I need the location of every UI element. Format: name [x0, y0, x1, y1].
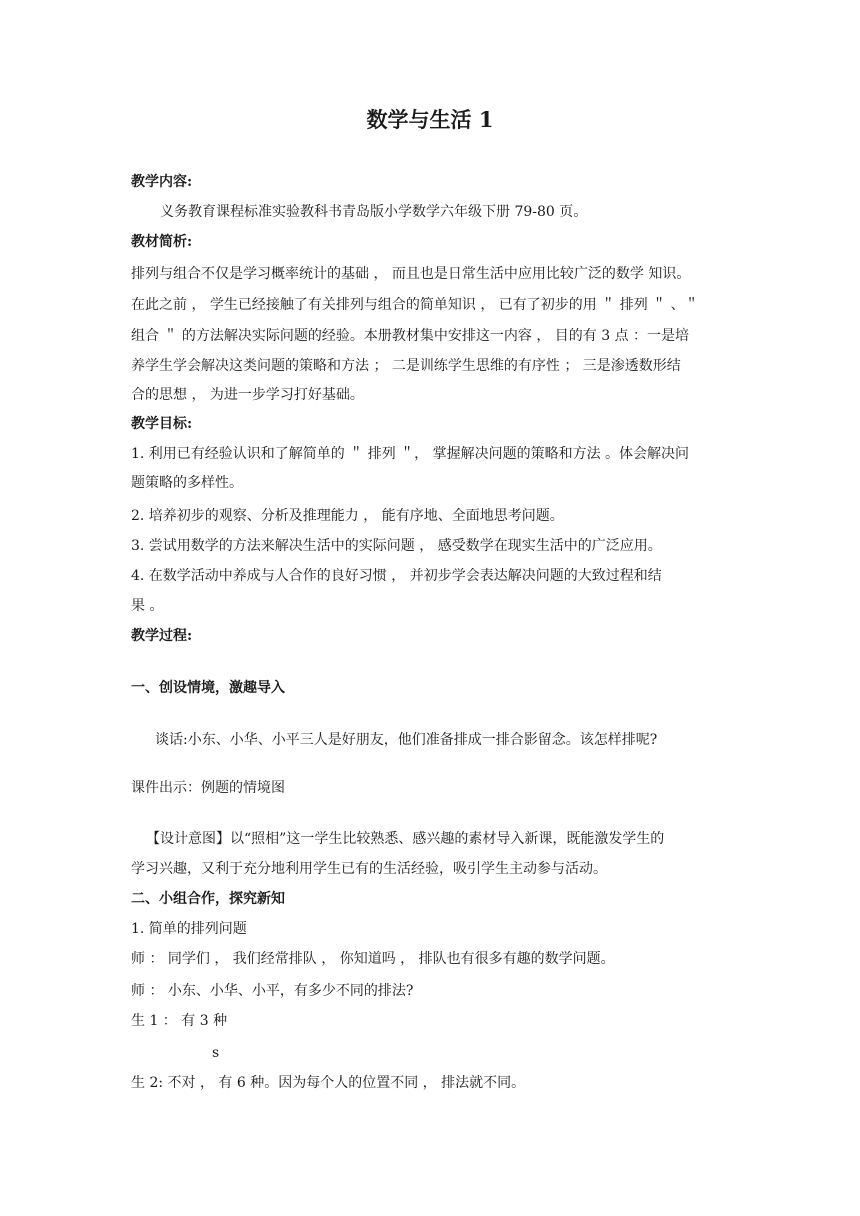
- dialogue-line: 生 1 ： 有 3 种: [131, 1013, 228, 1029]
- stray-character: s: [212, 1045, 220, 1061]
- heading-teaching-process: 教学过程:: [131, 628, 193, 644]
- paragraph-line: 排列与组合不仅是学习概率统计的基础 ， 而且也是日常生活中应用比较广泛的数学 知识。: [131, 266, 691, 282]
- teaching-content-text: 义务教育课程标准实验教科书青岛版小学数学六年级下册 79-80 页。: [160, 204, 588, 220]
- paragraph-line: 合的思想 ， 为进一步学习打好基础。: [131, 387, 364, 403]
- courseware-text: 课件出示：例题的情境图: [131, 780, 285, 796]
- page-title: 数学与生活 1: [366, 107, 494, 132]
- heading-material-analysis: 教材简析:: [131, 234, 193, 250]
- dialogue-line: 生 2: 不对 ， 有 6 种。因为每个人的位置不同 ， 排法就不同。: [131, 1075, 526, 1091]
- dialogue-line: 师 ： 同学们 ， 我们经常排队 ， 你知道吗 ， 排队也有很多有趣的数学问题。: [131, 951, 615, 967]
- heading-teaching-goals: 教学目标:: [131, 416, 193, 432]
- heading-teaching-content: 教学内容:: [131, 174, 193, 190]
- design-intent-text: 【设计意图】以“照相”这一学生比较熟悉、感兴趣的素材导入新课，既能激发学生的: [146, 831, 665, 847]
- goal-item: 2. 培养初步的观察、分析及推理能力 ， 能有序地、全面地思考问题。: [131, 508, 564, 524]
- paragraph-line: 养学生学会解决这类问题的策略和方法 ； 二是训练学生思维的有序性 ； 三是渗透数形结: [131, 358, 681, 374]
- goal-item: 1. 利用已有经验认识和了解简单的 ＂ 排列 ＂， 掌握解决问题的策略和方法 。体会解决问: [131, 446, 690, 462]
- subsection-heading: 1. 简单的排列问题: [131, 921, 247, 937]
- paragraph-line: 在此之前 ， 学生已经接触了有关排列与组合的简单知识 ， 已有了初步的用 ＂ 排列 ＂ 、＂: [131, 297, 699, 313]
- dialogue-text: 谈话:小东、小华、小平三人是好朋友，他们准备排成一排合影留念。该怎样排呢?: [155, 732, 658, 748]
- section-heading-2: 二、小组合作，探究新知: [131, 891, 285, 907]
- goal-item: 4. 在数学活动中养成与人合作的良好习惯 ， 并初步学会表达解决问题的大致过程和结: [131, 568, 662, 584]
- goal-item: 3. 尝试用数学的方法来解决生活中的实际问题 ， 感受数学在现实生活中的广泛应用。: [131, 538, 662, 554]
- paragraph-line: 组合 ＂ 的方法解决实际问题的经验。本册教材集中安排这一内容 ， 目的有 3 点 ：一是培: [131, 328, 690, 344]
- goal-item-continued: 果 。: [131, 598, 164, 614]
- section-heading-1: 一、创设情境，激趣导入: [131, 680, 285, 696]
- goal-item-continued: 题策略的多样性。: [131, 475, 243, 491]
- design-intent-text: 学习兴趣，又利于充分地利用学生已有的生活经验，吸引学生主动参与活动。: [131, 861, 607, 877]
- dialogue-line: 师 ： 小东、小华、小平，有多少不同的排法?: [131, 983, 414, 999]
